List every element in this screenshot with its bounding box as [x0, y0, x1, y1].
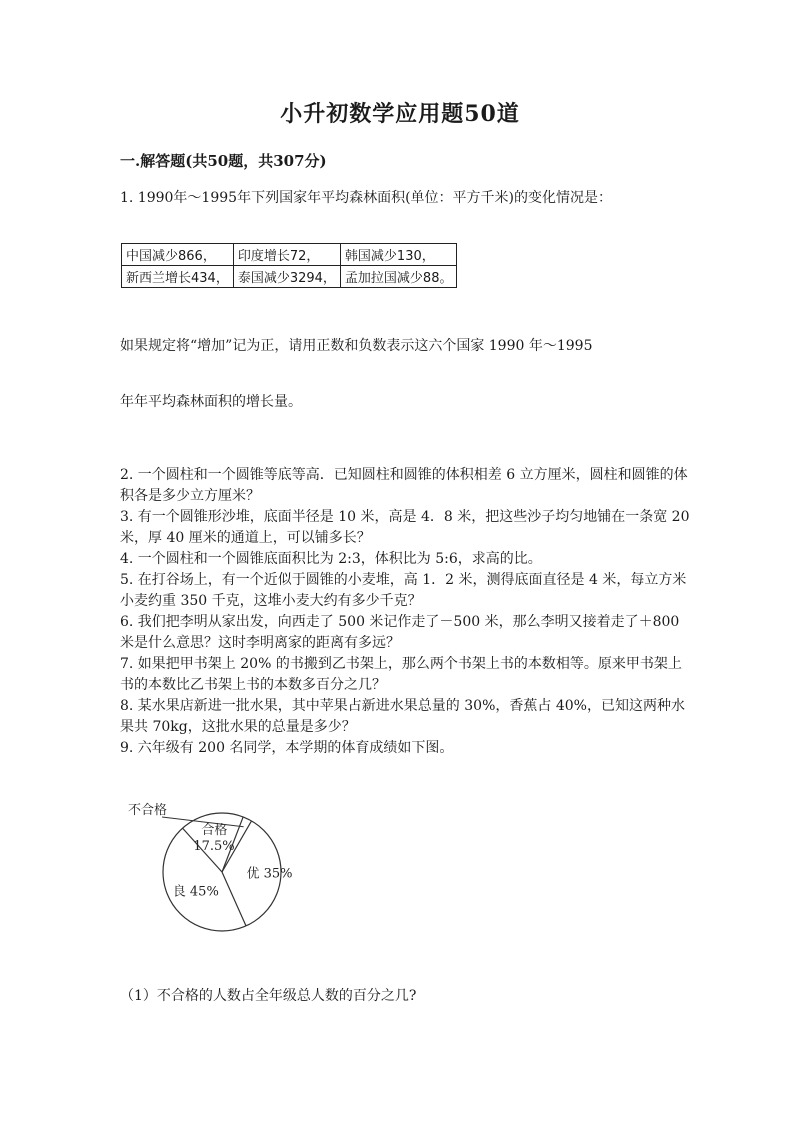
question-3: 3. 有一个圆锥形沙堆，底面半径是 10 米，高是 4．8 米，把这些沙子均匀地铺在一条宽 20 米，厚 40 厘米的通道上，可以铺多长？	[120, 509, 690, 546]
table-cell: 韩国减少130，	[340, 244, 457, 266]
grade-pie-chart	[120, 796, 300, 936]
pie-slice-boundary	[222, 872, 246, 926]
table-cell: 中国减少866，	[122, 244, 234, 266]
question-8: 8. 某水果店新进一批水果，其中苹果占新进水果总量的 30%，香蕉占 40%，已知这两种水果共 70kg，这批水果的总量是多少？	[120, 698, 685, 735]
section-heading: 一.解答题(共50题，共307分)	[120, 152, 327, 170]
question-2: 2. 一个圆柱和一个圆锥等底等高．已知圆柱和圆锥的体积相差 6 立方厘米，圆柱和圆锥的体积各是多少立方厘米？	[120, 467, 688, 504]
question-1-intro: 1. 1990年～1995年下列国家年平均森林面积(单位：平方千米)的变化情况是：	[120, 190, 612, 206]
pie-label-pass-value: 17.5%	[193, 839, 235, 855]
pie-label-fail: 不合格	[128, 803, 168, 818]
forest-change-table	[121, 243, 457, 288]
pie-label-good: 良 45%	[172, 884, 219, 900]
question-7: 7. 如果把甲书架上 20% 的书搬到乙书架上，那么两个书架上书的本数相等。原来甲书架上书的本数比乙书架上书的本数多百分之几？	[120, 656, 682, 693]
question-9: 9. 六年级有 200 名同学，本学期的体育成绩如下图。	[120, 740, 454, 756]
question-4: 4. 一个圆柱和一个圆锥底面积比为 2:3，体积比为 5:6，求高的比。	[120, 551, 542, 567]
question-list	[120, 465, 690, 759]
sub-question-1: （1）不合格的人数占全年级总人数的百分之几?	[120, 988, 417, 1004]
table-cell: 新西兰增长434，	[122, 266, 234, 288]
question-1-line3: 年年平均森林面积的增长量。	[120, 394, 302, 410]
question-5: 5. 在打谷场上，有一个近似于圆锥的小麦堆，高 1．2 米，测得底面直径是 4 米，每立方米小麦约重 350 千克，这堆小麦大约有多少千克？	[120, 572, 687, 609]
table-row	[122, 266, 457, 288]
table-cell: 孟加拉国减少88。	[340, 266, 457, 288]
page-title: 小升初数学应用题50道	[280, 101, 520, 127]
question-6: 6. 我们把李明从家出发，向西走了 500 米记作走了－500 米，那么李明又接着走了＋800 米是什么意思？这时李明离家的距离有多远？	[120, 614, 680, 651]
question-1-line2: 如果规定将“增加”记为正，请用正数和负数表示这六个国家 1990 年～1995	[120, 338, 593, 354]
pie-svg	[120, 796, 300, 936]
pie-label-excellent: 优 35%	[246, 866, 293, 882]
pie-label-pass: 合格	[201, 823, 228, 839]
table-cell: 印度增长72，	[233, 244, 340, 266]
table-row	[122, 244, 457, 266]
table-cell: 泰国减少3294，	[233, 266, 340, 288]
